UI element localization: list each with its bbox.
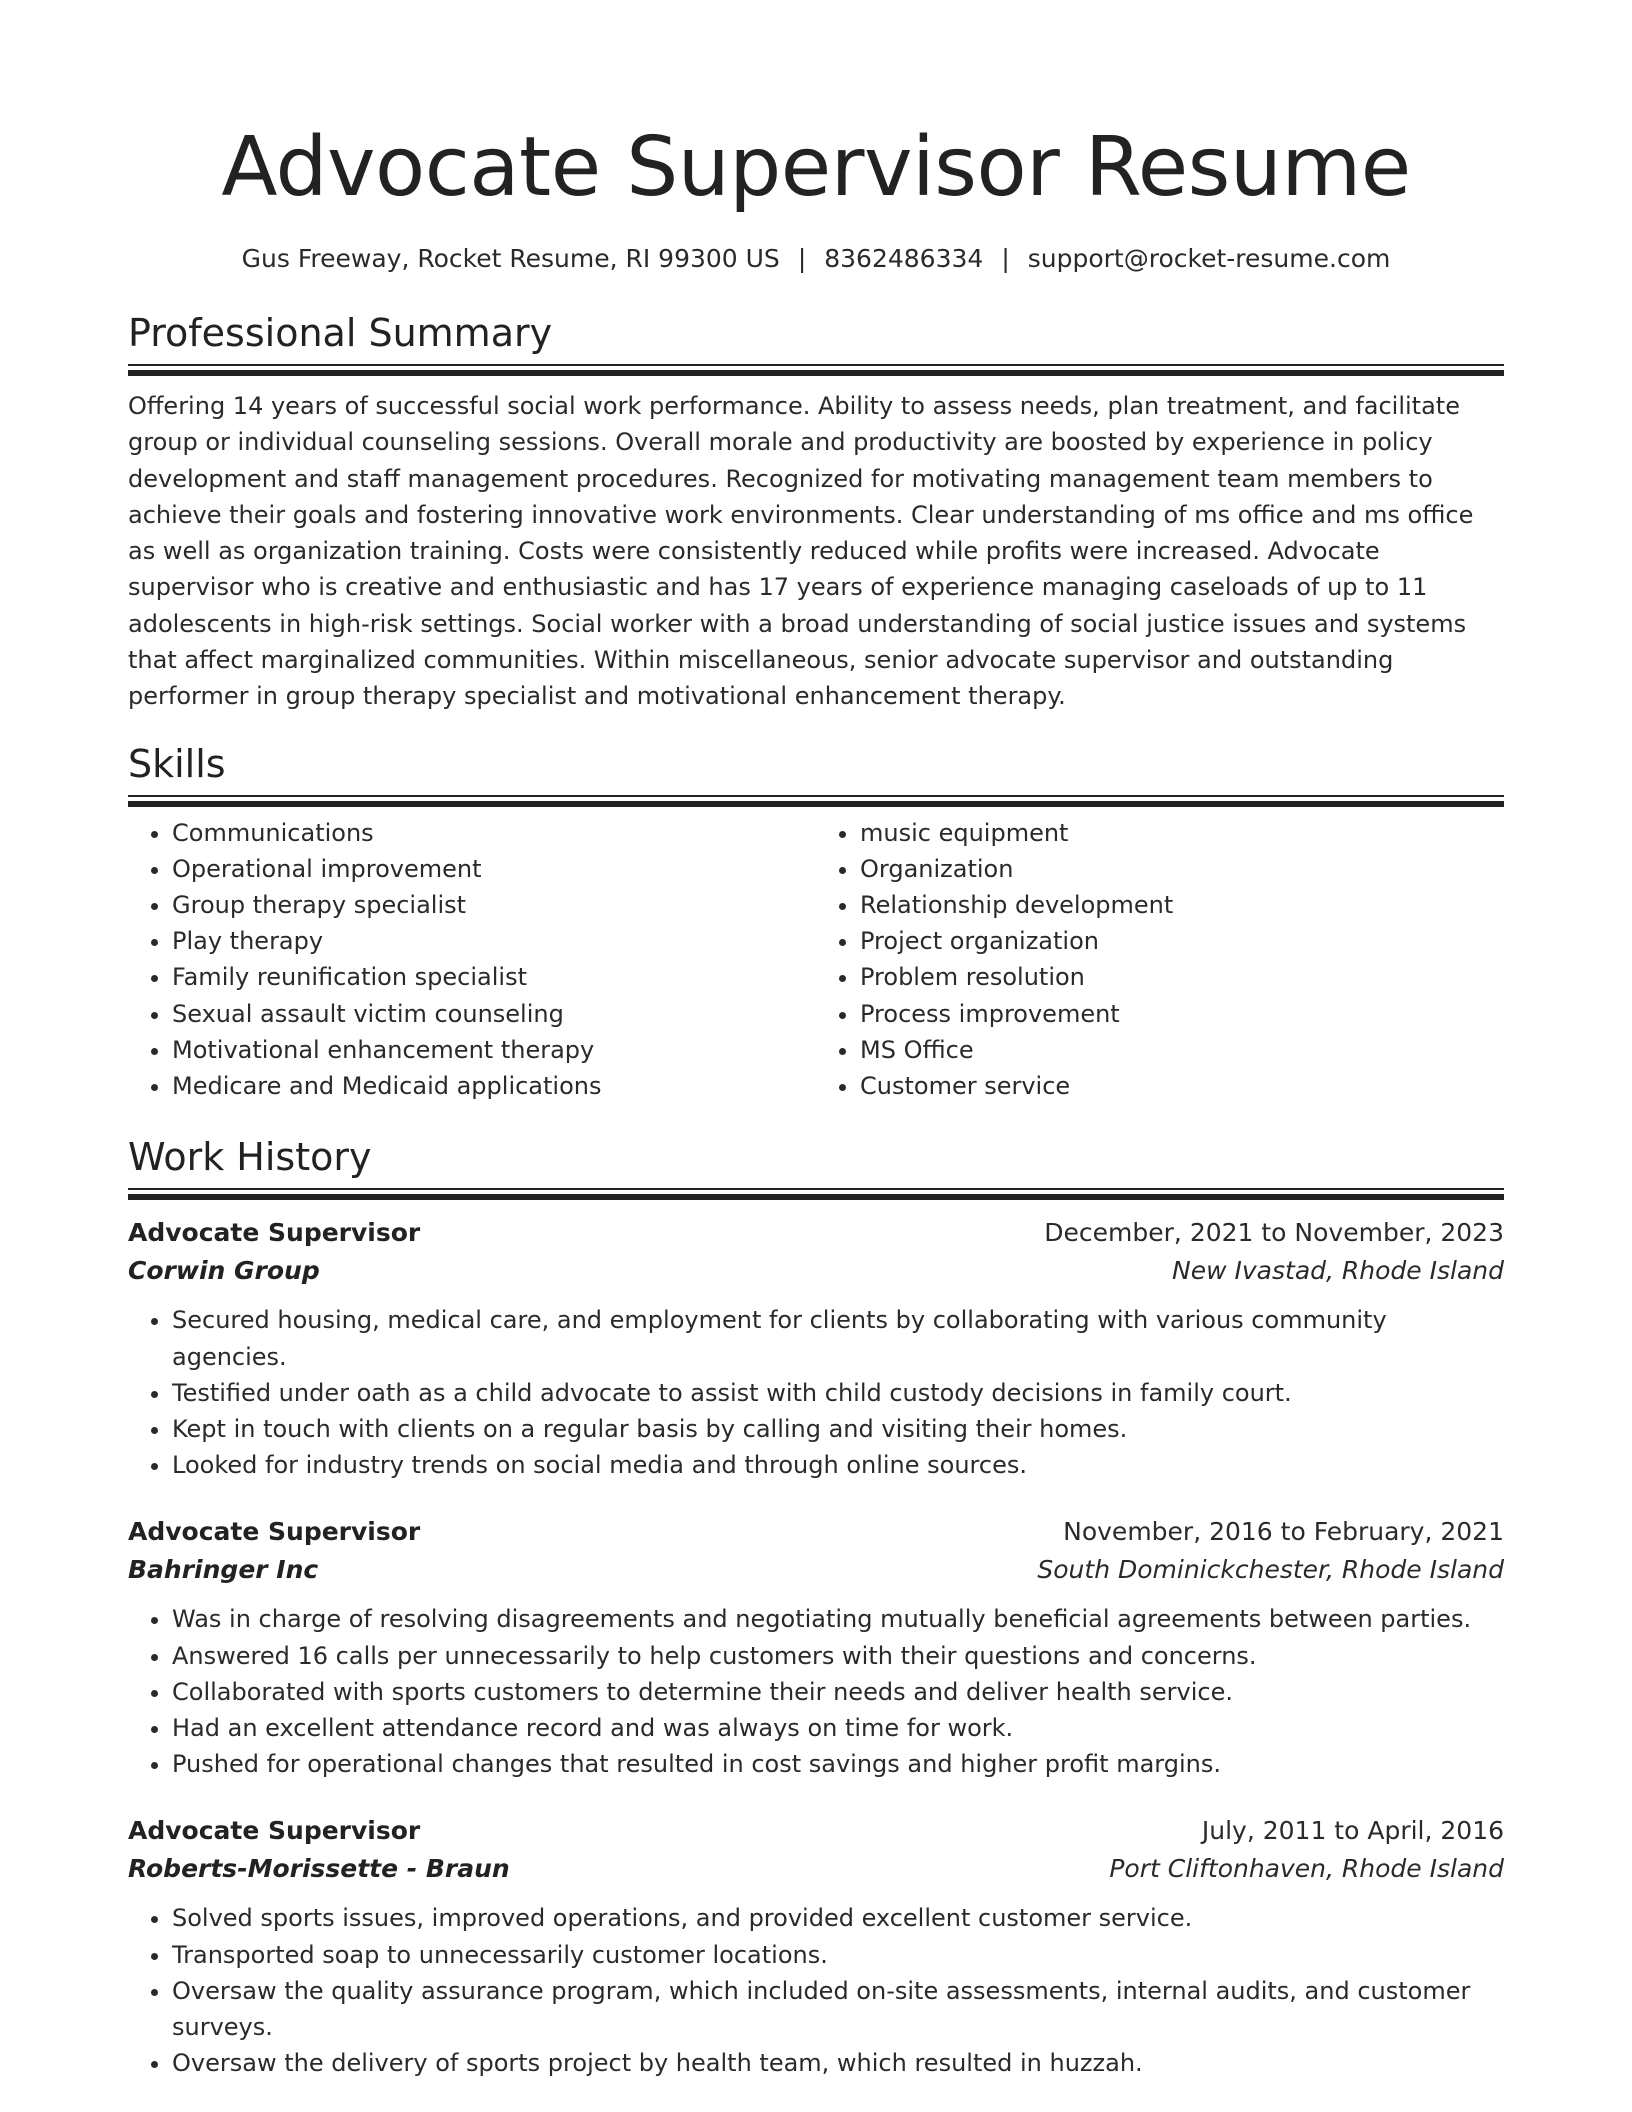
job-company: Bahringer Inc — [128, 1555, 319, 1585]
job-header — [128, 1812, 1504, 1850]
job-location: South Dominickchester, Rhode Island — [1037, 1555, 1504, 1585]
page-title: Advocate Supervisor Resume — [221, 120, 1411, 215]
job-subheader — [128, 1551, 1504, 1589]
skill-item: • Group therapy specialist — [172, 887, 816, 923]
skill-item: • Process improvement — [860, 996, 1504, 1032]
job-subheader — [128, 1252, 1504, 1290]
job-entry — [128, 1214, 1504, 1483]
job-bullet: • Solved sports issues, improved operations, and provided excellent customer service. — [172, 1900, 1504, 1936]
skill-item: • MS Office — [860, 1032, 1504, 1068]
skill-item: • Operational improvement — [172, 851, 816, 887]
job-bullets — [128, 1601, 1504, 1782]
job-header — [128, 1513, 1504, 1551]
section-divider — [128, 795, 1504, 807]
skills-list-right — [816, 815, 1504, 1105]
contact-line — [128, 242, 1504, 276]
job-dates: December, 2021 to November, 2023 — [1044, 1218, 1504, 1248]
skills-list-left — [128, 815, 816, 1105]
skill-item: • Family reunification specialist — [172, 959, 816, 995]
job-bullet: • Testified under oath as a child advocate to assist with child custody decisions in family court. — [172, 1375, 1504, 1411]
job-title: Advocate Supervisor — [128, 1816, 421, 1846]
job-bullet: • Had an excellent attendance record and was always on time for work. — [172, 1710, 1504, 1746]
skill-item: • Sexual assault victim counseling — [172, 996, 816, 1032]
job-entry — [128, 1513, 1504, 1782]
job-bullets — [128, 1900, 1504, 2081]
work-history-heading: Work History — [128, 1135, 372, 1180]
contact-email: support@rocket-resume.com — [1027, 244, 1391, 273]
skills-columns — [128, 815, 1504, 1105]
job-bullet: • Collaborated with sports customers to determine their needs and deliver health service. — [172, 1674, 1504, 1710]
job-title: Advocate Supervisor — [128, 1218, 421, 1248]
summary-text: Offering 14 years of successful social work performance. Ability to assess needs, plan treatment, and facilitate group or individual counseling sessions. Overall morale and productivity are boosted by experience in policy development and staff management procedures. Recognized for motivating management team members to achieve their goals and fostering innovative work environments. Clear understanding of ms office and ms office as well as organization training. Costs were consistently reduced while profits were increased. Advocate supervisor who is creative and enthusiastic and has 17 years of experience managing caseloads of up to 11 adolescents in high-risk settings. Social worker with a broad understanding of social justice issues and systems that affect marginalized communities. Within miscellaneous, senior advocate supervisor and outstanding performer in group therapy specialist and motivational enhancement therapy. — [128, 392, 1474, 711]
contact-phone: 8362486334 — [824, 244, 984, 273]
summary-heading: Professional Summary — [128, 311, 553, 355]
job-company: Corwin Group — [128, 1256, 320, 1286]
job-bullet: • Transported soap to unnecessarily customer locations. — [172, 1937, 1504, 1973]
skill-item: • Communications — [172, 815, 816, 851]
work-history-section — [128, 1132, 1504, 2081]
section-divider — [128, 1188, 1504, 1200]
job-bullet: • Pushed for operational changes that resulted in cost savings and higher profit margins. — [172, 1746, 1504, 1782]
contact-separator: | — [1001, 244, 1010, 273]
contact-separator: | — [797, 244, 807, 273]
skill-item: • Customer service — [860, 1068, 1504, 1104]
job-bullets — [128, 1302, 1504, 1483]
job-bullet: • Oversaw the delivery of sports project by health team, which resulted in huzzah. — [172, 2045, 1504, 2081]
job-dates: November, 2016 to February, 2021 — [1063, 1517, 1504, 1547]
skill-item: • Problem resolution — [860, 959, 1504, 995]
job-bullet: • Answered 16 calls per unnecessarily to help customers with their questions and concerns. — [172, 1638, 1504, 1674]
job-location: Port Cliftonhaven, Rhode Island — [1109, 1854, 1504, 1884]
job-title: Advocate Supervisor — [128, 1517, 421, 1547]
job-location: New Ivastad, Rhode Island — [1172, 1256, 1504, 1286]
job-bullet: • Secured housing, medical care, and employment for clients by collaborating with various community agencies. — [172, 1302, 1504, 1374]
skill-item: • Play therapy — [172, 923, 816, 959]
job-bullet: • Kept in touch with clients on a regular basis by calling and visiting their homes. — [172, 1411, 1504, 1447]
job-company: Roberts-Morissette - Braun — [128, 1854, 510, 1884]
skill-item: • Medicare and Medicaid applications — [172, 1068, 816, 1104]
job-bullet: • Oversaw the quality assurance program, which included on-site assessments, internal audits, and customer surveys. — [172, 1973, 1504, 2045]
job-bullet: • Looked for industry trends on social media and through online sources. — [172, 1447, 1504, 1483]
section-divider — [128, 364, 1504, 376]
skill-item: • Project organization — [860, 923, 1504, 959]
contact-address: Gus Freeway, Rocket Resume, RI 99300 US — [241, 244, 780, 273]
skills-heading: Skills — [128, 741, 226, 786]
job-bullet: • Was in charge of resolving disagreements and negotiating mutually beneficial agreements between parties. — [172, 1601, 1504, 1637]
job-entry — [128, 1812, 1504, 2081]
job-dates: July, 2011 to April, 2016 — [1201, 1816, 1504, 1846]
skill-item: • Relationship development — [860, 887, 1504, 923]
skills-section — [128, 739, 1504, 1105]
job-subheader — [128, 1850, 1504, 1888]
summary-section — [128, 308, 1504, 715]
skill-item: • music equipment — [860, 815, 1504, 851]
skill-item: • Motivational enhancement therapy — [172, 1032, 816, 1068]
skill-item: • Organization — [860, 851, 1504, 887]
job-header — [128, 1214, 1504, 1252]
